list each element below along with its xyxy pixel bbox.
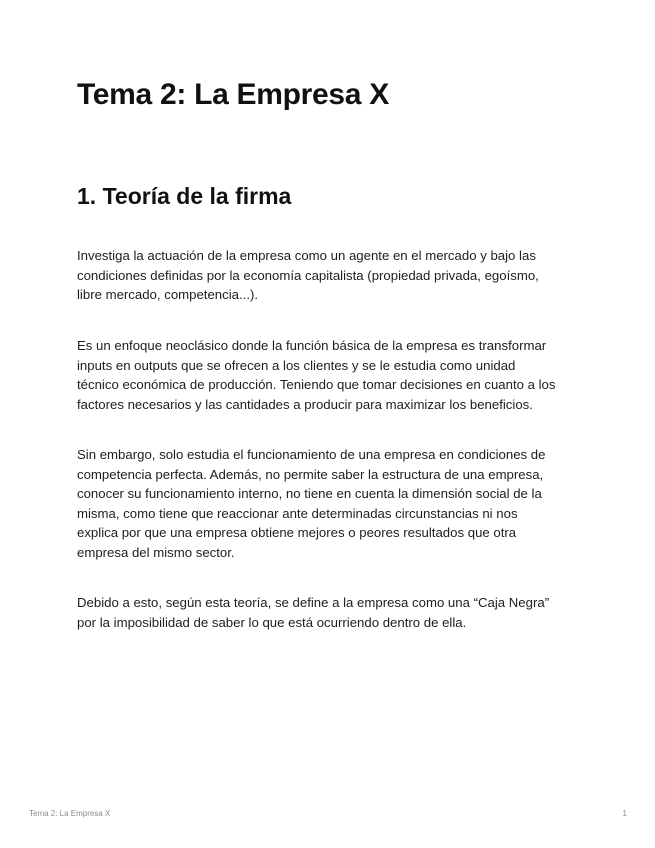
paragraph-4 [77,593,582,632]
paragraph-line: condiciones definidas por la economía capitalista (propiedad privada, egoísmo, [77,267,539,283]
footer-title: Tema 2: La Empresa X [29,809,111,818]
paragraph-line: competencia perfecta. Además, no permite saber la estructura de una empresa, [77,466,544,482]
paragraph-line: empresa del mismo sector. [77,544,235,560]
paragraph-line: Debido a esto, según esta teoría, se define a la empresa como una “Caja Negra” [77,595,550,610]
paragraph-line: misma, como tiene que reaccionar ante determinadas circunstancias ni nos [77,505,518,521]
paragraph-line: Sin embargo, solo estudia el funcionamiento de una empresa en condiciones de [77,447,546,462]
paragraph-2 [77,336,582,414]
paragraph-3 [77,445,582,563]
paragraph-line: técnico económica de producción. Teniendo que tomar decisiones en cuanto a los [77,377,556,393]
paragraph-line: libre mercado, competencia...). [77,287,259,303]
section-heading: 1. Teoría de la firma [77,183,292,209]
paragraph-line: explica por que una empresa obtiene mejores o peores resultados que otra [77,525,517,541]
page-title: Tema 2: La Empresa X [77,78,389,111]
paragraph-line: inputs en outputs que se ofrecen a los clientes y se le estudia como unidad [77,357,516,373]
paragraph-line: factores necesarios y las cantidades a producir para maximizar los beneficios. [77,396,533,412]
paragraph-line: Investiga la actuación de la empresa como un agente en el mercado y bajo las [77,248,536,263]
paragraph-line: Es un enfoque neoclásico donde la función básica de la empresa es transformar [77,338,547,353]
paragraph-line: conocer su funcionamiento interno, no tiene en cuenta la dimensión social de la [77,486,542,502]
page-number: 1 [622,809,627,818]
paragraph-line: por la imposibilidad de saber lo que está ocurriendo dentro de ella. [77,614,467,630]
paragraph-1 [77,246,582,305]
